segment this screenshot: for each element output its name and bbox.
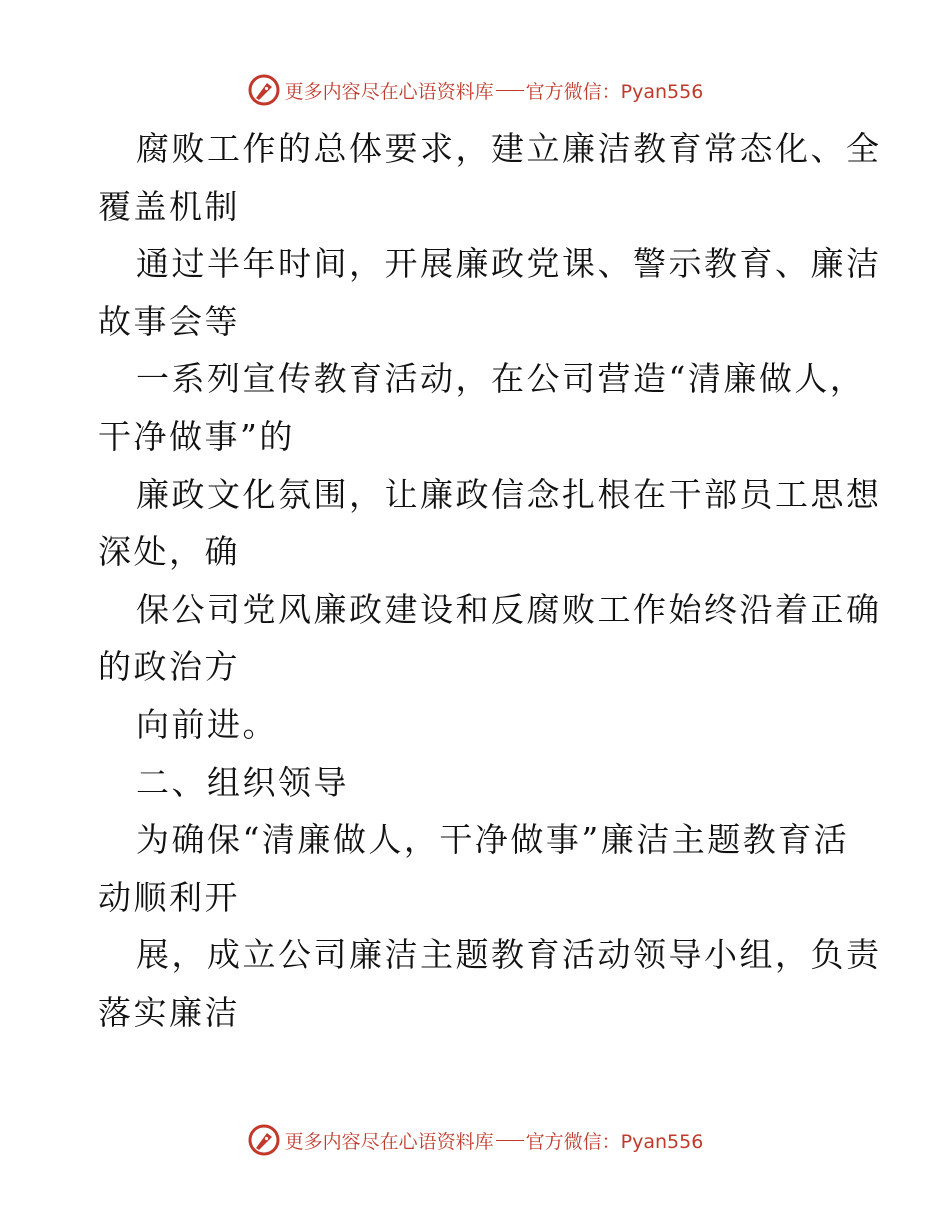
banner-contact-text: 官方微信：Pyan556 xyxy=(525,1130,704,1153)
header-watermark-banner xyxy=(0,70,950,110)
text-line: 通过半年时间，开展廉政党课、警示教育、廉洁 xyxy=(136,244,882,284)
text-line: 的政治方 xyxy=(98,647,240,687)
text-line: 深处，确 xyxy=(98,532,240,572)
banner-dash xyxy=(496,1140,524,1141)
footer-watermark-banner xyxy=(0,1120,950,1160)
text-line: 覆盖机制 xyxy=(98,186,240,226)
banner-contact-text: 官方微信：Pyan556 xyxy=(525,80,704,103)
text-line: 干净做事”的 xyxy=(98,416,295,456)
banner-dash xyxy=(496,90,524,91)
text-line: 保公司党风廉政建设和反腐败工作始终沿着正确 xyxy=(136,589,882,629)
text-line: 落实廉洁 xyxy=(98,992,240,1032)
pen-nib-logo-icon xyxy=(247,1123,281,1157)
text-line: 向前进。 xyxy=(136,704,278,744)
document-body xyxy=(98,120,882,1042)
text-line: 腐败工作的总体要求，建立廉洁教育常态化、全 xyxy=(136,129,882,168)
pen-nib-logo-icon xyxy=(247,73,281,107)
text-line: 一系列宣传教育活动，在公司营造“清廉做人， xyxy=(136,359,866,399)
banner-site-text: 更多内容尽在心语资料库 xyxy=(284,1130,494,1153)
text-line: 故事会等 xyxy=(98,301,240,341)
banner-site-text: 更多内容尽在心语资料库 xyxy=(284,80,494,103)
text-line: 动顺利开 xyxy=(98,877,240,917)
text-line: 廉政文化氛围，让廉政信念扎根在干部员工思想 xyxy=(136,474,882,514)
text-line: 为确保“清廉做人，干净做事”廉洁主题教育活 xyxy=(136,820,850,860)
text-line: 展，成立公司廉洁主题教育活动领导小组，负责 xyxy=(136,935,882,975)
section-heading: 二、组织领导 xyxy=(136,762,349,802)
